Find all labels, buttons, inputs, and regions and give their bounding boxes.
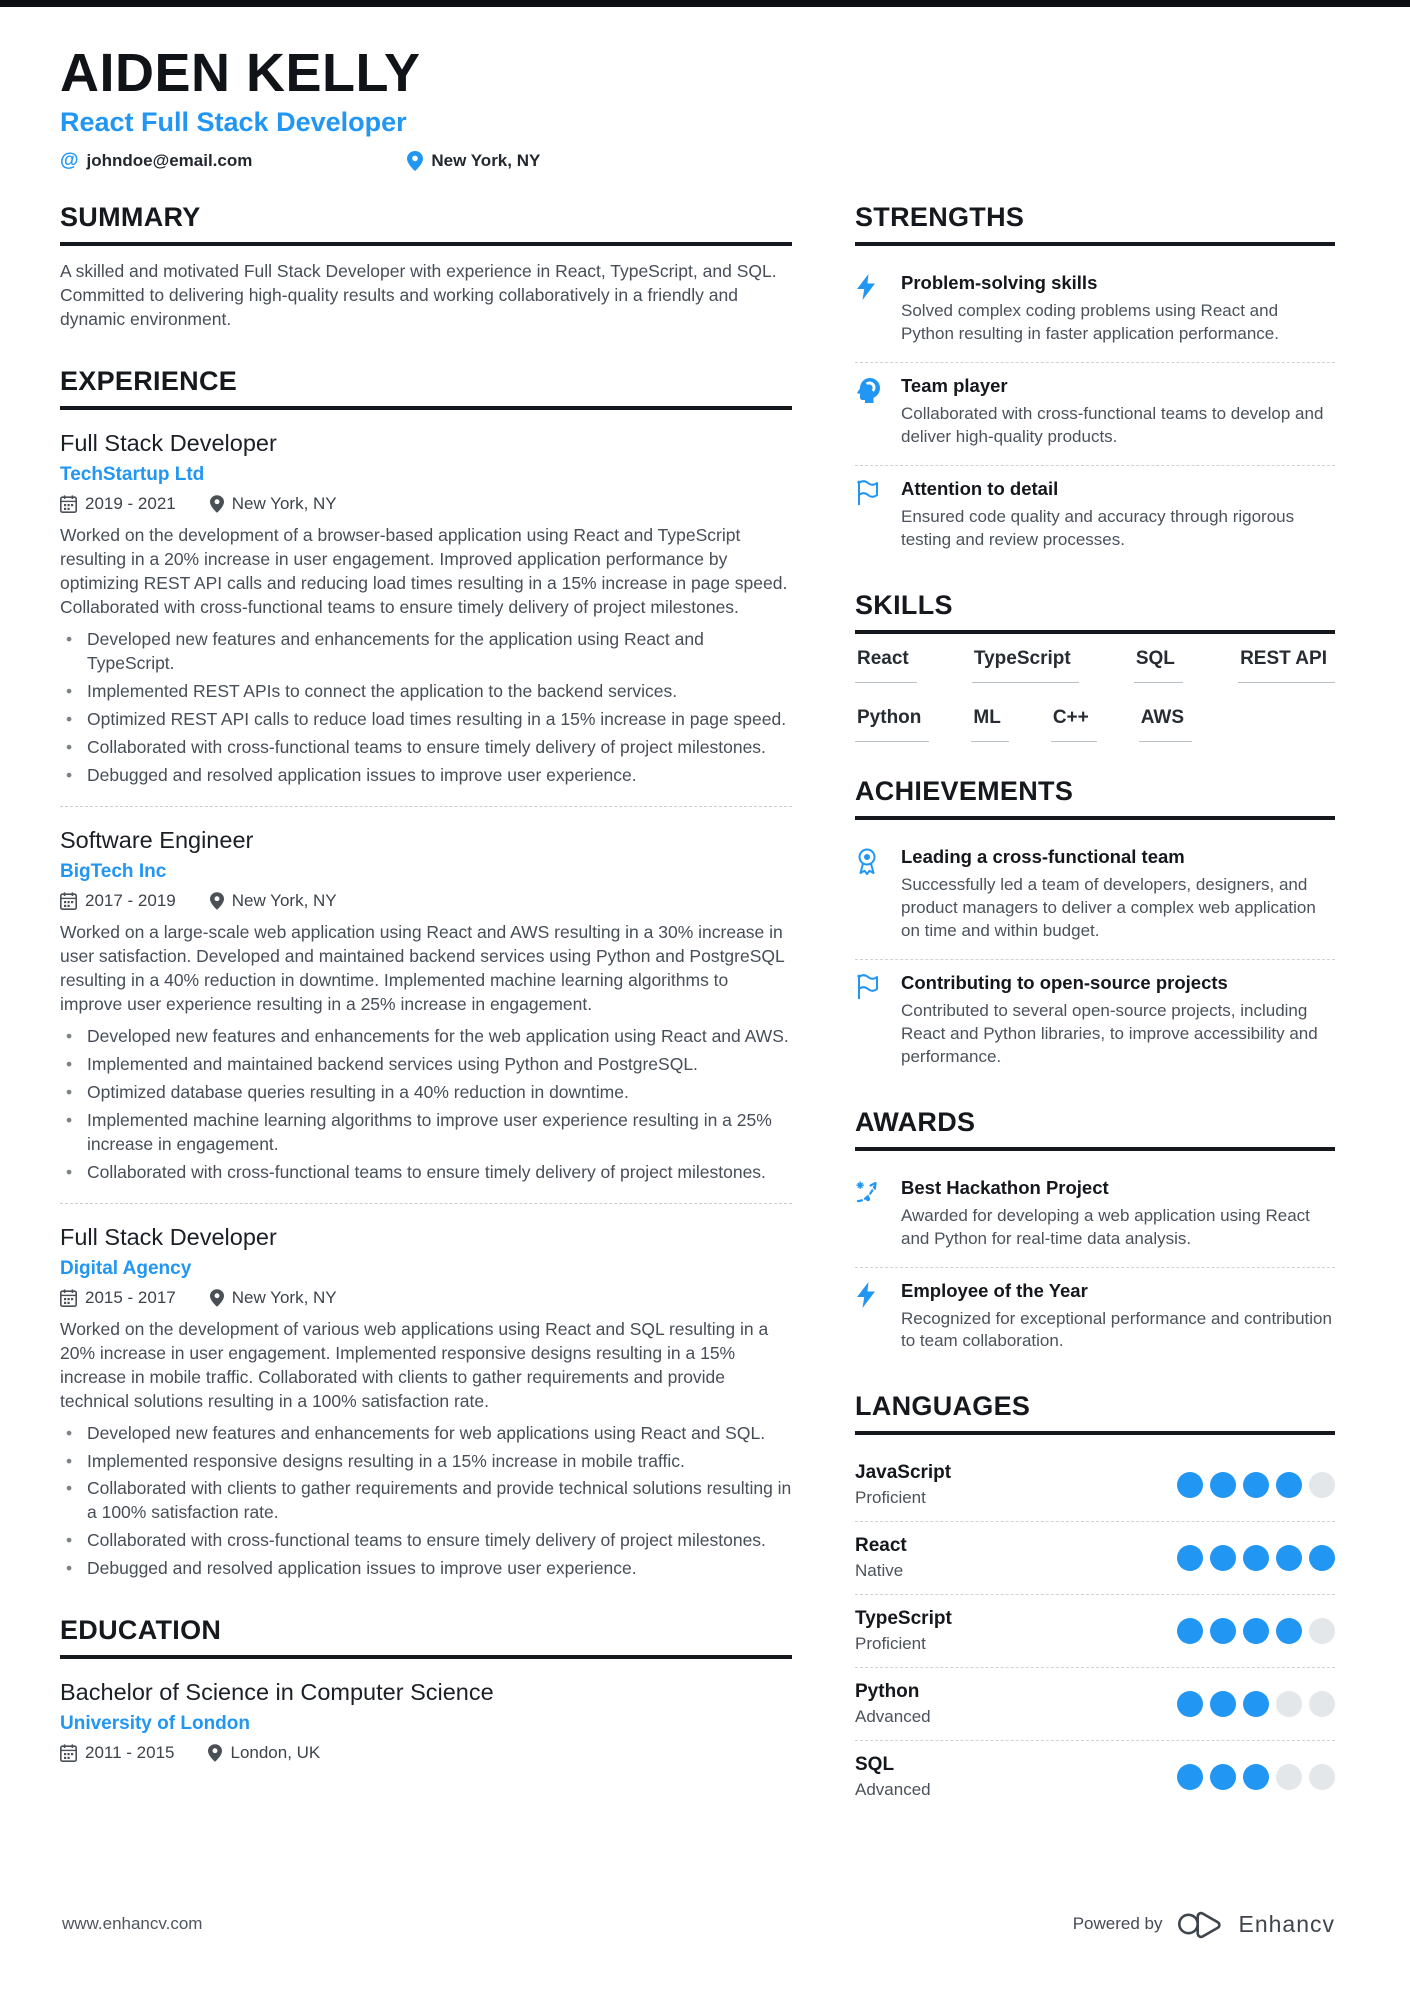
job-description: Worked on the development of a browser-based application using React and TypeScript resulting in a 20% increase in user engagement. Improved application performance by optimizing REST API calls and reducing load times resulting in a 15% increase in page speed. Collaborated with cross-functional teams to ensure timely delivery of project milestones. bbox=[60, 525, 788, 618]
skill-tag: TypeScript bbox=[972, 648, 1079, 683]
divider bbox=[60, 1203, 792, 1204]
job-description: Worked on the development of various web applications using React and SQL resulting in a 20% increase in user engagement. Implemented responsive designs resulting in a 15% increase in mobile traffic. Collaborated with clients to gather requirements and provide technical solutions resulting in a 100% satisfaction rate. bbox=[60, 1318, 769, 1411]
strengths-heading: STRENGTHS bbox=[855, 202, 1335, 246]
resume-header bbox=[60, 44, 1335, 172]
job-dates-text: 2019 - 2021 bbox=[85, 494, 176, 514]
location-item bbox=[407, 151, 540, 171]
proficiency-dot-filled bbox=[1243, 1618, 1269, 1644]
pin-icon bbox=[210, 892, 224, 910]
proficiency-dot-filled bbox=[1276, 1472, 1302, 1498]
lightning-icon bbox=[855, 1280, 885, 1354]
job-bullet: • Developed new features and enhancements for web applications using React and SQL. bbox=[60, 1422, 792, 1446]
proficiency-dot-filled bbox=[1243, 1545, 1269, 1571]
job-meta bbox=[60, 891, 792, 911]
proficiency-dot-filled bbox=[1177, 1545, 1203, 1571]
achievement-item bbox=[855, 960, 1335, 1073]
strength-text: Collaborated with cross-functional teams to develop and deliver high-quality products. bbox=[901, 404, 1324, 447]
language-level: Advanced bbox=[855, 1780, 931, 1800]
language-info bbox=[855, 1462, 951, 1508]
language-proficiency-dots bbox=[1177, 1545, 1335, 1571]
proficiency-dot-filled bbox=[1276, 1545, 1302, 1571]
job-location-text: New York, NY bbox=[231, 890, 337, 910]
language-info bbox=[855, 1608, 952, 1654]
skill-tag: C++ bbox=[1051, 707, 1097, 742]
language-info bbox=[855, 1754, 931, 1800]
proficiency-dot-filled bbox=[1177, 1691, 1203, 1717]
enhancv-site-link[interactable]: www.enhancv.com bbox=[62, 1914, 203, 1933]
language-row bbox=[855, 1449, 1335, 1522]
achievements-section bbox=[855, 776, 1335, 1073]
skills-row bbox=[855, 648, 1335, 683]
achievement-title: Leading a cross-functional team bbox=[901, 846, 1185, 868]
strength-body bbox=[901, 478, 1335, 552]
education-location-text: London, UK bbox=[230, 1743, 321, 1763]
strength-title: Team player bbox=[901, 375, 1008, 397]
job-dates-text: 2017 - 2019 bbox=[85, 890, 176, 910]
achievement-text: Contributed to several open-source projects, including React and Python libraries, to improve accessibility and performance. bbox=[901, 1000, 1318, 1066]
job-bullet: • Developed new features and enhancements for the web application using React and AWS. bbox=[60, 1025, 792, 1049]
award-text: Recognized for exceptional performance and contribution to team collaboration. bbox=[901, 1308, 1332, 1351]
left-column bbox=[60, 202, 792, 1847]
job-bullet: • Collaborated with clients to gather requirements and provide technical solutions resulting in a 100% satisfaction rate. bbox=[60, 1477, 792, 1525]
language-info bbox=[855, 1535, 907, 1581]
proficiency-dot-filled bbox=[1243, 1764, 1269, 1790]
language-level: Proficient bbox=[855, 1488, 926, 1508]
experience-heading: EXPERIENCE bbox=[60, 366, 792, 410]
summary-text: A skilled and motivated Full Stack Developer with experience in React, TypeScript, and SQL. Committed to delivering high-quality results and working collaboratively in a friendly and dynamic environment. bbox=[60, 261, 777, 330]
skill-tag: React bbox=[855, 648, 917, 683]
proficiency-dot-empty bbox=[1309, 1764, 1335, 1790]
job-description: Worked on a large-scale web application using React and AWS resulting in a 30% increase in user satisfaction. Developed and maintained backend services using Python and PostgreSQL resulting in a 40% reduction in downtime. Implemented machine learning algorithms to improve user experience resulting in a 25% increase in engagement. bbox=[60, 921, 785, 1014]
job-bullet: • Developed new features and enhancements for the application using React and TypeScript. bbox=[60, 628, 792, 676]
job-bullet: • Implemented and maintained backend services using Python and PostgreSQL. bbox=[60, 1053, 792, 1077]
strength-item bbox=[855, 260, 1335, 363]
skill-tag: Python bbox=[855, 707, 929, 742]
job-bullet-list bbox=[60, 1025, 792, 1185]
proficiency-dot-empty bbox=[1276, 1764, 1302, 1790]
strength-text: Solved complex coding problems using React and Python resulting in faster application performance. bbox=[901, 301, 1279, 344]
language-proficiency-dots bbox=[1177, 1691, 1335, 1717]
strengths-section bbox=[855, 202, 1335, 556]
job-location bbox=[210, 1288, 337, 1308]
experience-section bbox=[60, 366, 792, 1581]
award-title: Employee of the Year bbox=[901, 1279, 1088, 1301]
language-level: Proficient bbox=[855, 1634, 926, 1654]
award-title: Best Hackathon Project bbox=[901, 1176, 1109, 1198]
at-icon: @ bbox=[60, 150, 79, 172]
job-location-text: New York, NY bbox=[231, 1287, 337, 1307]
language-name: React bbox=[855, 1535, 907, 1557]
language-info bbox=[855, 1681, 931, 1727]
skill-tag: SQL bbox=[1134, 648, 1183, 683]
right-column bbox=[855, 202, 1335, 1847]
proficiency-dot-filled bbox=[1243, 1691, 1269, 1717]
strength-title: Attention to detail bbox=[901, 478, 1059, 500]
proficiency-dot-empty bbox=[1276, 1691, 1302, 1717]
job-location bbox=[210, 891, 337, 911]
proficiency-dot-empty bbox=[1309, 1472, 1335, 1498]
proficiency-dot-empty bbox=[1309, 1618, 1335, 1644]
job-dates bbox=[60, 494, 176, 514]
award-item bbox=[855, 1165, 1335, 1268]
job-bullet: • Debugged and resolved application issues to improve user experience. bbox=[60, 1557, 792, 1581]
awards-section bbox=[855, 1107, 1335, 1358]
job-bullet: • Optimized database queries resulting in a 40% reduction in downtime. bbox=[60, 1081, 792, 1105]
proficiency-dot-filled bbox=[1276, 1618, 1302, 1644]
language-name: SQL bbox=[855, 1754, 895, 1776]
award-item bbox=[855, 1268, 1335, 1358]
job-bullet: • Optimized REST API calls to reduce load times resulting in a 15% increase in page speed. bbox=[60, 708, 792, 732]
contact-row bbox=[60, 150, 1335, 172]
job-company: Digital Agency bbox=[60, 1257, 192, 1279]
skills-section bbox=[855, 590, 1335, 742]
flag-icon bbox=[855, 972, 885, 1069]
powered-by-block bbox=[1073, 1909, 1335, 1939]
experience-entry bbox=[60, 821, 792, 1185]
achievement-text: Successfully led a team of developers, designers, and product managers to deliver a complex web application on time and within budget. bbox=[901, 875, 1316, 940]
lightning-icon bbox=[855, 272, 885, 346]
strength-body bbox=[901, 272, 1335, 346]
proficiency-dot-filled bbox=[1177, 1764, 1203, 1790]
proficiency-dot-filled bbox=[1177, 1618, 1203, 1644]
strength-item bbox=[855, 466, 1335, 556]
degree: Bachelor of Science in Computer Science bbox=[60, 1679, 494, 1706]
experience-entry bbox=[60, 1218, 792, 1582]
job-bullet-list bbox=[60, 1422, 792, 1582]
education-dates bbox=[60, 1743, 174, 1763]
skill-tag: REST API bbox=[1238, 648, 1335, 683]
location-text: New York, NY bbox=[431, 151, 541, 171]
candidate-name: AIDEN KELLY bbox=[60, 43, 421, 103]
award-text: Awarded for developing a web application using React and Python for real-time data analysis. bbox=[901, 1205, 1310, 1248]
summary-heading: SUMMARY bbox=[60, 202, 792, 246]
proficiency-dot-filled bbox=[1210, 1764, 1236, 1790]
education-dates-text: 2011 - 2015 bbox=[85, 1743, 175, 1763]
achievement-title: Contributing to open-source projects bbox=[901, 971, 1228, 993]
head-icon bbox=[855, 375, 885, 449]
job-bullet: • Implemented machine learning algorithms to improve user experience resulting in a 25% increase in engagement. bbox=[60, 1109, 792, 1157]
page-footer bbox=[62, 1909, 1335, 1939]
job-meta bbox=[60, 1288, 792, 1308]
language-row bbox=[855, 1741, 1335, 1813]
proficiency-dot-filled bbox=[1243, 1472, 1269, 1498]
proficiency-dot-filled bbox=[1210, 1691, 1236, 1717]
job-company: TechStartup Ltd bbox=[60, 464, 205, 486]
achievement-body bbox=[901, 846, 1335, 943]
proficiency-dot-filled bbox=[1309, 1545, 1335, 1571]
proficiency-dot-filled bbox=[1210, 1618, 1236, 1644]
pin-icon bbox=[210, 495, 224, 513]
achievements-heading: ACHIEVEMENTS bbox=[855, 776, 1335, 820]
page-top-border bbox=[0, 0, 1410, 7]
job-position: Software Engineer bbox=[60, 826, 254, 853]
language-name: JavaScript bbox=[855, 1462, 952, 1484]
job-bullet: • Implemented responsive designs resulting in a 15% increase in mobile traffic. bbox=[60, 1450, 792, 1474]
job-bullet: • Implemented REST APIs to connect the application to the backend services. bbox=[60, 680, 792, 704]
language-row bbox=[855, 1522, 1335, 1595]
achievement-body bbox=[901, 972, 1335, 1069]
candidate-job-title: React Full Stack Developer bbox=[60, 107, 407, 138]
languages-heading: LANGUAGES bbox=[855, 1391, 1335, 1435]
job-location-text: New York, NY bbox=[231, 494, 337, 514]
route-arrow-icon bbox=[855, 1177, 885, 1251]
award-body bbox=[901, 1280, 1335, 1354]
job-dates bbox=[60, 1288, 176, 1308]
email-link[interactable] bbox=[60, 150, 252, 172]
language-proficiency-dots bbox=[1177, 1764, 1335, 1790]
proficiency-dot-empty bbox=[1309, 1691, 1335, 1717]
strength-title: Problem-solving skills bbox=[901, 272, 1098, 294]
pin-icon bbox=[208, 1744, 222, 1762]
job-bullet: • Collaborated with cross-functional teams to ensure timely delivery of project milestones. bbox=[60, 1529, 792, 1553]
language-proficiency-dots bbox=[1177, 1472, 1335, 1498]
calendar-icon bbox=[60, 1744, 77, 1762]
proficiency-dot-filled bbox=[1210, 1472, 1236, 1498]
education-entry bbox=[60, 1673, 792, 1763]
skills-row bbox=[855, 707, 1335, 742]
achievement-item bbox=[855, 834, 1335, 960]
education-meta bbox=[60, 1743, 792, 1763]
language-proficiency-dots bbox=[1177, 1618, 1335, 1644]
skill-tag: ML bbox=[971, 707, 1008, 742]
education-section bbox=[60, 1615, 792, 1763]
calendar-icon bbox=[60, 892, 77, 910]
proficiency-dot-filled bbox=[1210, 1545, 1236, 1571]
strength-item bbox=[855, 363, 1335, 466]
awards-heading: AWARDS bbox=[855, 1107, 1335, 1151]
school: University of London bbox=[60, 1713, 250, 1735]
summary-section bbox=[60, 202, 792, 332]
job-bullet: • Collaborated with cross-functional teams to ensure timely delivery of project milestones. bbox=[60, 736, 792, 760]
enhancv-brand-link[interactable]: Enhancv bbox=[1238, 1910, 1335, 1937]
strength-body bbox=[901, 375, 1335, 449]
languages-section bbox=[855, 1391, 1335, 1813]
skills-heading: SKILLS bbox=[855, 590, 1335, 634]
job-bullet: • Collaborated with cross-functional teams to ensure timely delivery of project milestones. bbox=[60, 1161, 792, 1185]
job-dates-text: 2015 - 2017 bbox=[85, 1287, 176, 1307]
education-heading: EDUCATION bbox=[60, 1615, 792, 1659]
strength-text: Ensured code quality and accuracy through rigorous testing and review processes. bbox=[901, 507, 1295, 550]
medal-icon bbox=[855, 846, 885, 943]
language-row bbox=[855, 1595, 1335, 1668]
job-position: Full Stack Developer bbox=[60, 1223, 277, 1250]
job-meta bbox=[60, 494, 792, 514]
language-name: Python bbox=[855, 1681, 920, 1703]
education-location bbox=[208, 1743, 320, 1763]
email-text: johndoe@email.com bbox=[86, 151, 253, 171]
calendar-icon bbox=[60, 1289, 77, 1307]
language-row bbox=[855, 1668, 1335, 1741]
enhancv-logo-icon bbox=[1176, 1909, 1224, 1939]
award-body bbox=[901, 1177, 1335, 1251]
language-level: Native bbox=[855, 1561, 904, 1581]
job-bullet: • Debugged and resolved application issues to improve user experience. bbox=[60, 764, 792, 788]
job-position: Full Stack Developer bbox=[60, 430, 277, 457]
skill-tag: AWS bbox=[1139, 707, 1192, 742]
divider bbox=[60, 806, 792, 807]
language-name: TypeScript bbox=[855, 1608, 952, 1630]
experience-entry bbox=[60, 424, 792, 788]
calendar-icon bbox=[60, 495, 77, 513]
proficiency-dot-filled bbox=[1177, 1472, 1203, 1498]
pin-icon bbox=[210, 1289, 224, 1307]
job-company: BigTech Inc bbox=[60, 860, 167, 882]
flag-icon bbox=[855, 478, 885, 552]
job-dates bbox=[60, 891, 176, 911]
pin-icon bbox=[407, 151, 423, 171]
job-bullet-list bbox=[60, 628, 792, 788]
powered-by-text: Powered by bbox=[1072, 1914, 1163, 1933]
language-level: Advanced bbox=[855, 1707, 931, 1727]
job-location bbox=[210, 494, 337, 514]
